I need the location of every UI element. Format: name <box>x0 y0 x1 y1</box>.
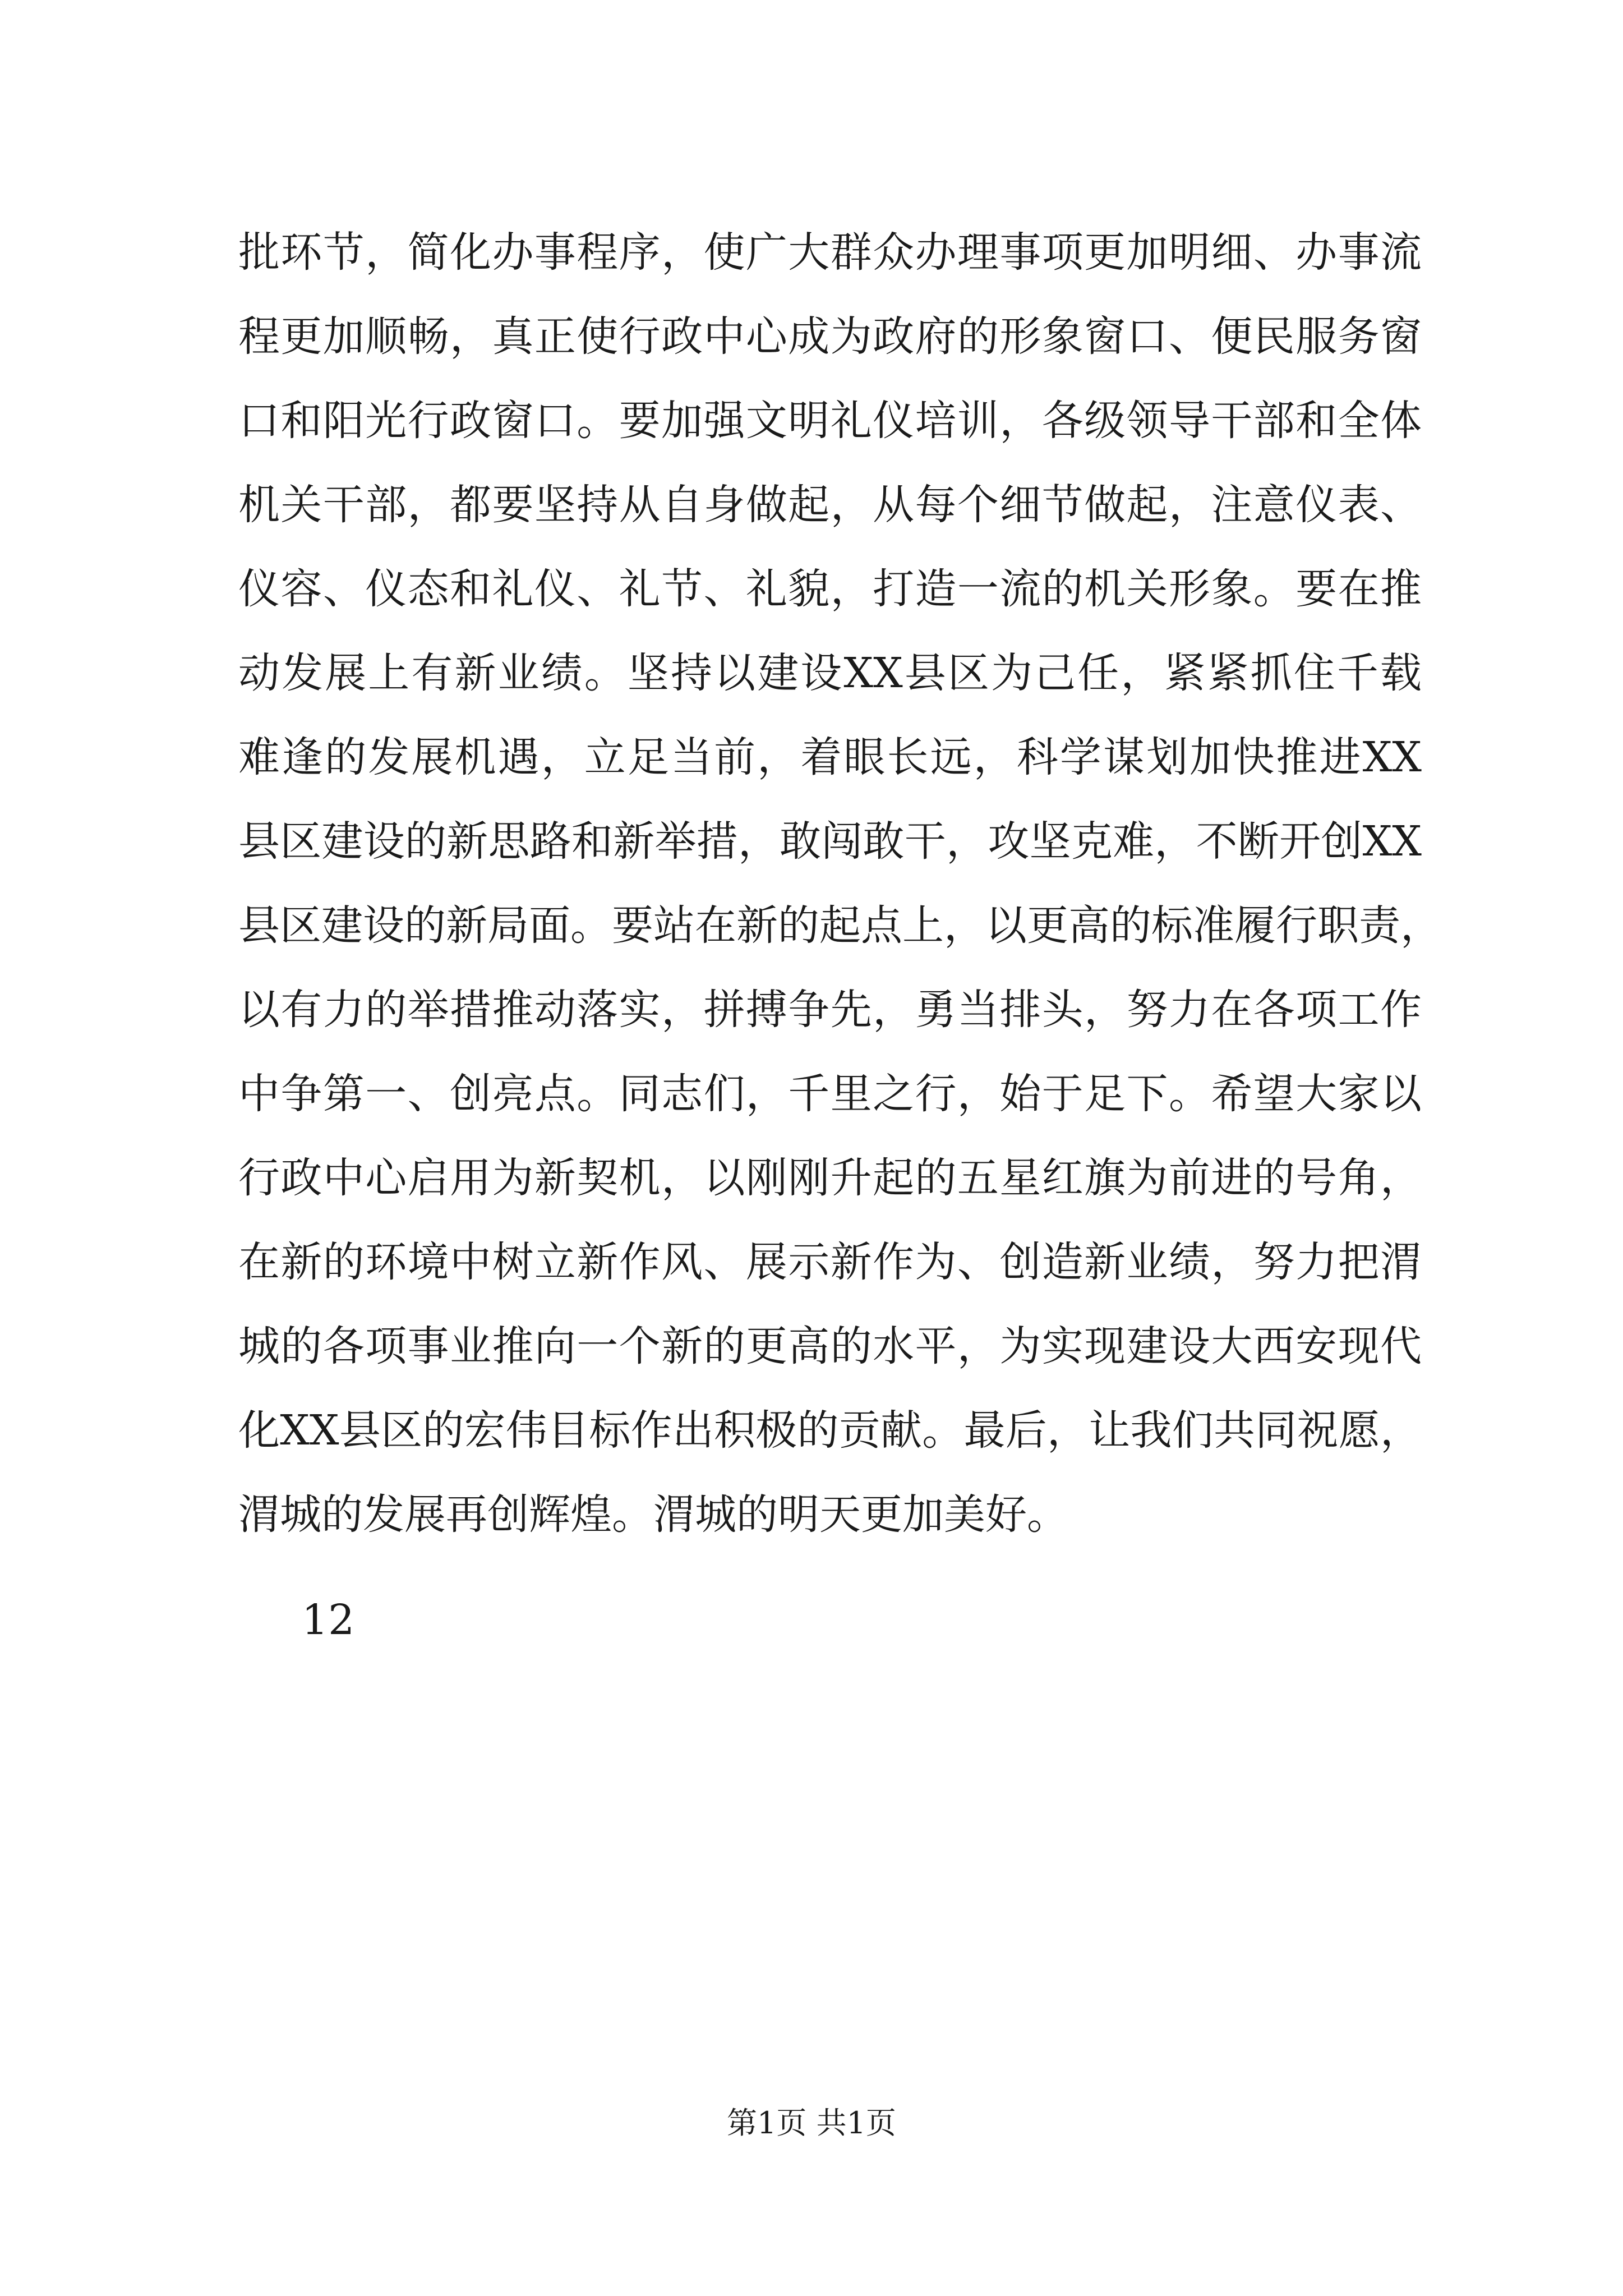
text-line: 批环节，简化办事程序，使广大群众办理事项更加明细、办事流 <box>238 228 1422 277</box>
page-footer: 第1页 共1页 <box>727 2105 896 2141</box>
text-line: 口和阳光行政窗口。要加强文明礼仪培训，各级领导干部和全体 <box>238 397 1422 445</box>
text-line: 中争第一、创亮点。同志们，千里之行，始于足下。希望大家以 <box>238 1070 1422 1118</box>
text-line: 仪容、仪态和礼仪、礼节、礼貌，打造一流的机关形象。要在推 <box>238 565 1422 613</box>
inline-page-number: 12 <box>302 1596 355 1644</box>
text-line: 行政中心启用为新契机，以刚刚升起的五星红旗为前进的号角， <box>238 1154 1422 1202</box>
text-line: 在新的环境中树立新作风、展示新作为、创造新业绩，努力把渭 <box>238 1238 1422 1286</box>
text-line: 县区建设的新思路和新举措，敢闯敢干，攻坚克难，不断开创XX <box>238 817 1422 866</box>
text-line: 城的各项事业推向一个新的更高的水平，为实现建设大西安现代 <box>238 1322 1422 1370</box>
text-line: 以有力的举措推动落实，拼搏争先，勇当排头，努力在各项工作 <box>238 986 1422 1034</box>
text-line: 县区建设的新局面。要站在新的起点上，以更高的标准履行职责， <box>238 901 1442 950</box>
text-line: 难逢的发展机遇，立足当前，着眼长远，科学谋划加快推进XX <box>238 733 1422 781</box>
text-line: 动发展上有新业绩。坚持以建设XX县区为己任，紧紧抓住千载 <box>238 649 1422 697</box>
text-line: 化XX县区的宏伟目标作出积极的贡献。最后，让我们共同祝愿， <box>238 1406 1422 1455</box>
text-line: 渭城的发展再创辉煌。渭城的明天更加美好。 <box>238 1490 1068 1539</box>
body-text <box>238 210 1442 1557</box>
text-line: 程更加顺畅，真正使行政中心成为政府的形象窗口、便民服务窗 <box>238 312 1422 361</box>
text-line: 机关干部，都要坚持从自身做起，从每个细节做起，注意仪表、 <box>238 481 1422 529</box>
